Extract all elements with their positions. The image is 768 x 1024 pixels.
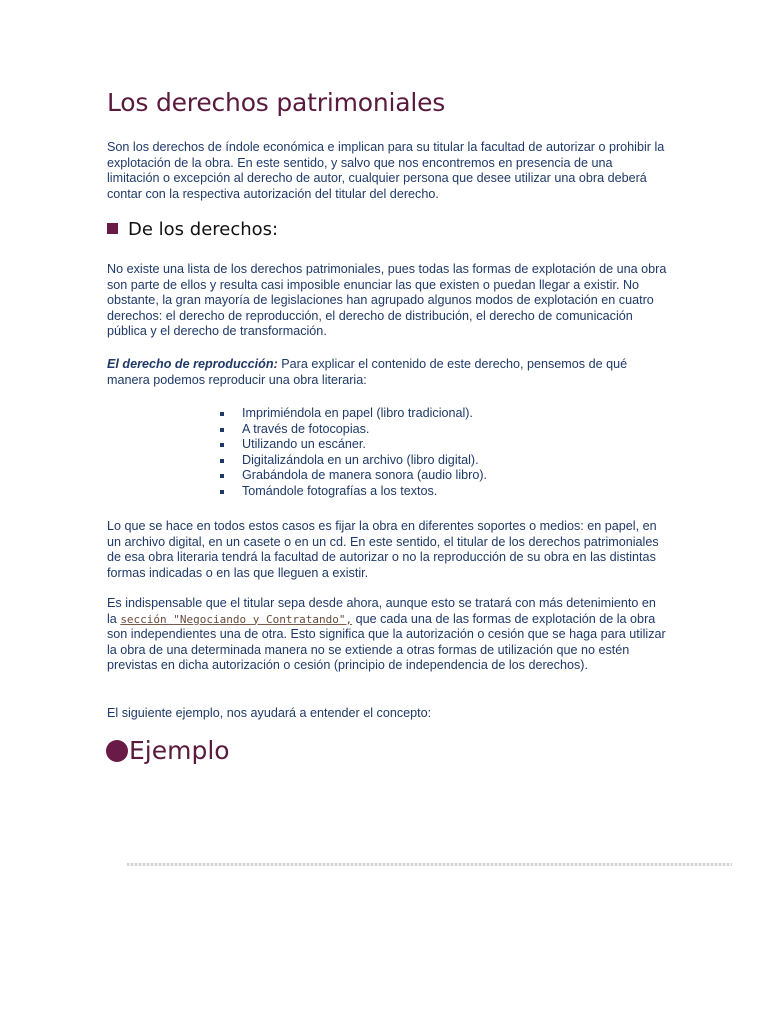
square-bullet-icon bbox=[107, 223, 118, 234]
fixation-paragraph: Lo que se hace en todos estos casos es fijar la obra en diferentes soportes o medios: en papel, en un archivo digital, en un casete o en un cd. En este sentido, el titular de los derechos patrimoniales de esa obra literaria tendrá la facultad de autorizar o no la reproducción de su obra en las distintas formas indicadas o en las que lleguen a existir. bbox=[107, 519, 659, 580]
section-heading bbox=[107, 219, 278, 240]
list-item bbox=[218, 437, 487, 453]
page-title: Los derechos patrimoniales bbox=[107, 88, 446, 117]
list-item-text: A través de fotocopias. bbox=[242, 421, 370, 436]
independence-text-before: Es indispensable que el titular sepa desde ahora, aunque esto se tratará con más detenimiento en la bbox=[107, 596, 656, 626]
bullet-icon bbox=[220, 412, 224, 416]
bullet-icon bbox=[220, 459, 224, 463]
independence-text-after: que cada una de las formas de explotación de la obra son independientes una de otra. Esto significa que la autorización o cesión que se haga para utilizar la obra de una determinada manera no se extiende a otras formas de utilización que no estén previstas en dicha autorización o cesión (principio de independencia de los derechos). bbox=[107, 611, 666, 672]
bullet-icon bbox=[220, 428, 224, 432]
list-item bbox=[218, 422, 487, 438]
negotiation-section-link[interactable]: sección "Negociando y Contratando", bbox=[120, 612, 353, 626]
list-item-text: Grabándola de manera sonora (audio libro). bbox=[242, 468, 488, 482]
reproduction-paragraph bbox=[107, 357, 667, 388]
list-item bbox=[218, 453, 487, 469]
rights-paragraph: No existe una lista de los derechos patrimoniales, pues todas las formas de explotación de una obra son parte de ellos y resulta casi imposible enunciar las que existen o puedan llegar a existir. No obstante, la gran mayoría de legislaciones han agrupado algunos modos de explotación en cuatro derechos: el derecho de reproducción, el derecho de distribución, el derecho de comunicación pública y el derecho de transformación. bbox=[107, 262, 667, 338]
reproduction-methods-list bbox=[218, 406, 487, 499]
bullet-icon bbox=[220, 490, 224, 494]
list-item bbox=[218, 484, 487, 500]
example-heading bbox=[106, 736, 230, 765]
circle-bullet-icon bbox=[106, 740, 128, 762]
example-intro-paragraph: El siguiente ejemplo, nos ayudará a entender el concepto: bbox=[107, 706, 432, 720]
reproduction-colon: : bbox=[273, 357, 278, 371]
reproduction-lead: El derecho de reproducción bbox=[107, 357, 274, 371]
list-item-text: Utilizando un escáner. bbox=[242, 437, 366, 451]
example-heading-text: Ejemplo bbox=[129, 736, 230, 765]
bullet-icon bbox=[220, 443, 224, 447]
section-heading-text: De los derechos: bbox=[128, 219, 279, 240]
list-item-text: Tomándole fotografías a los textos. bbox=[242, 483, 438, 498]
list-item bbox=[218, 406, 487, 422]
list-item bbox=[218, 468, 487, 484]
independence-paragraph bbox=[107, 596, 667, 674]
intro-paragraph: Son los derechos de índole económica e implican para su titular la facultad de autorizar o prohibir la explotación de la obra. En este sentido, y salvo que nos encontremos en presencia de una limitación o excepción al derecho de autor, cualquier persona que desee utilizar una obra deberá contar con la respectiva autorización del titular del derecho. bbox=[107, 140, 665, 201]
dotted-divider bbox=[127, 863, 732, 866]
bullet-icon bbox=[220, 474, 224, 478]
list-item-text: Digitalizándola en un archivo (libro digital). bbox=[242, 452, 479, 467]
reproduction-text: Para explicar el contenido de este derecho, pensemos de qué manera podemos reproducir una obra literaria: bbox=[107, 357, 628, 387]
list-item-text: Imprimiéndola en papel (libro tradicional). bbox=[242, 406, 473, 420]
